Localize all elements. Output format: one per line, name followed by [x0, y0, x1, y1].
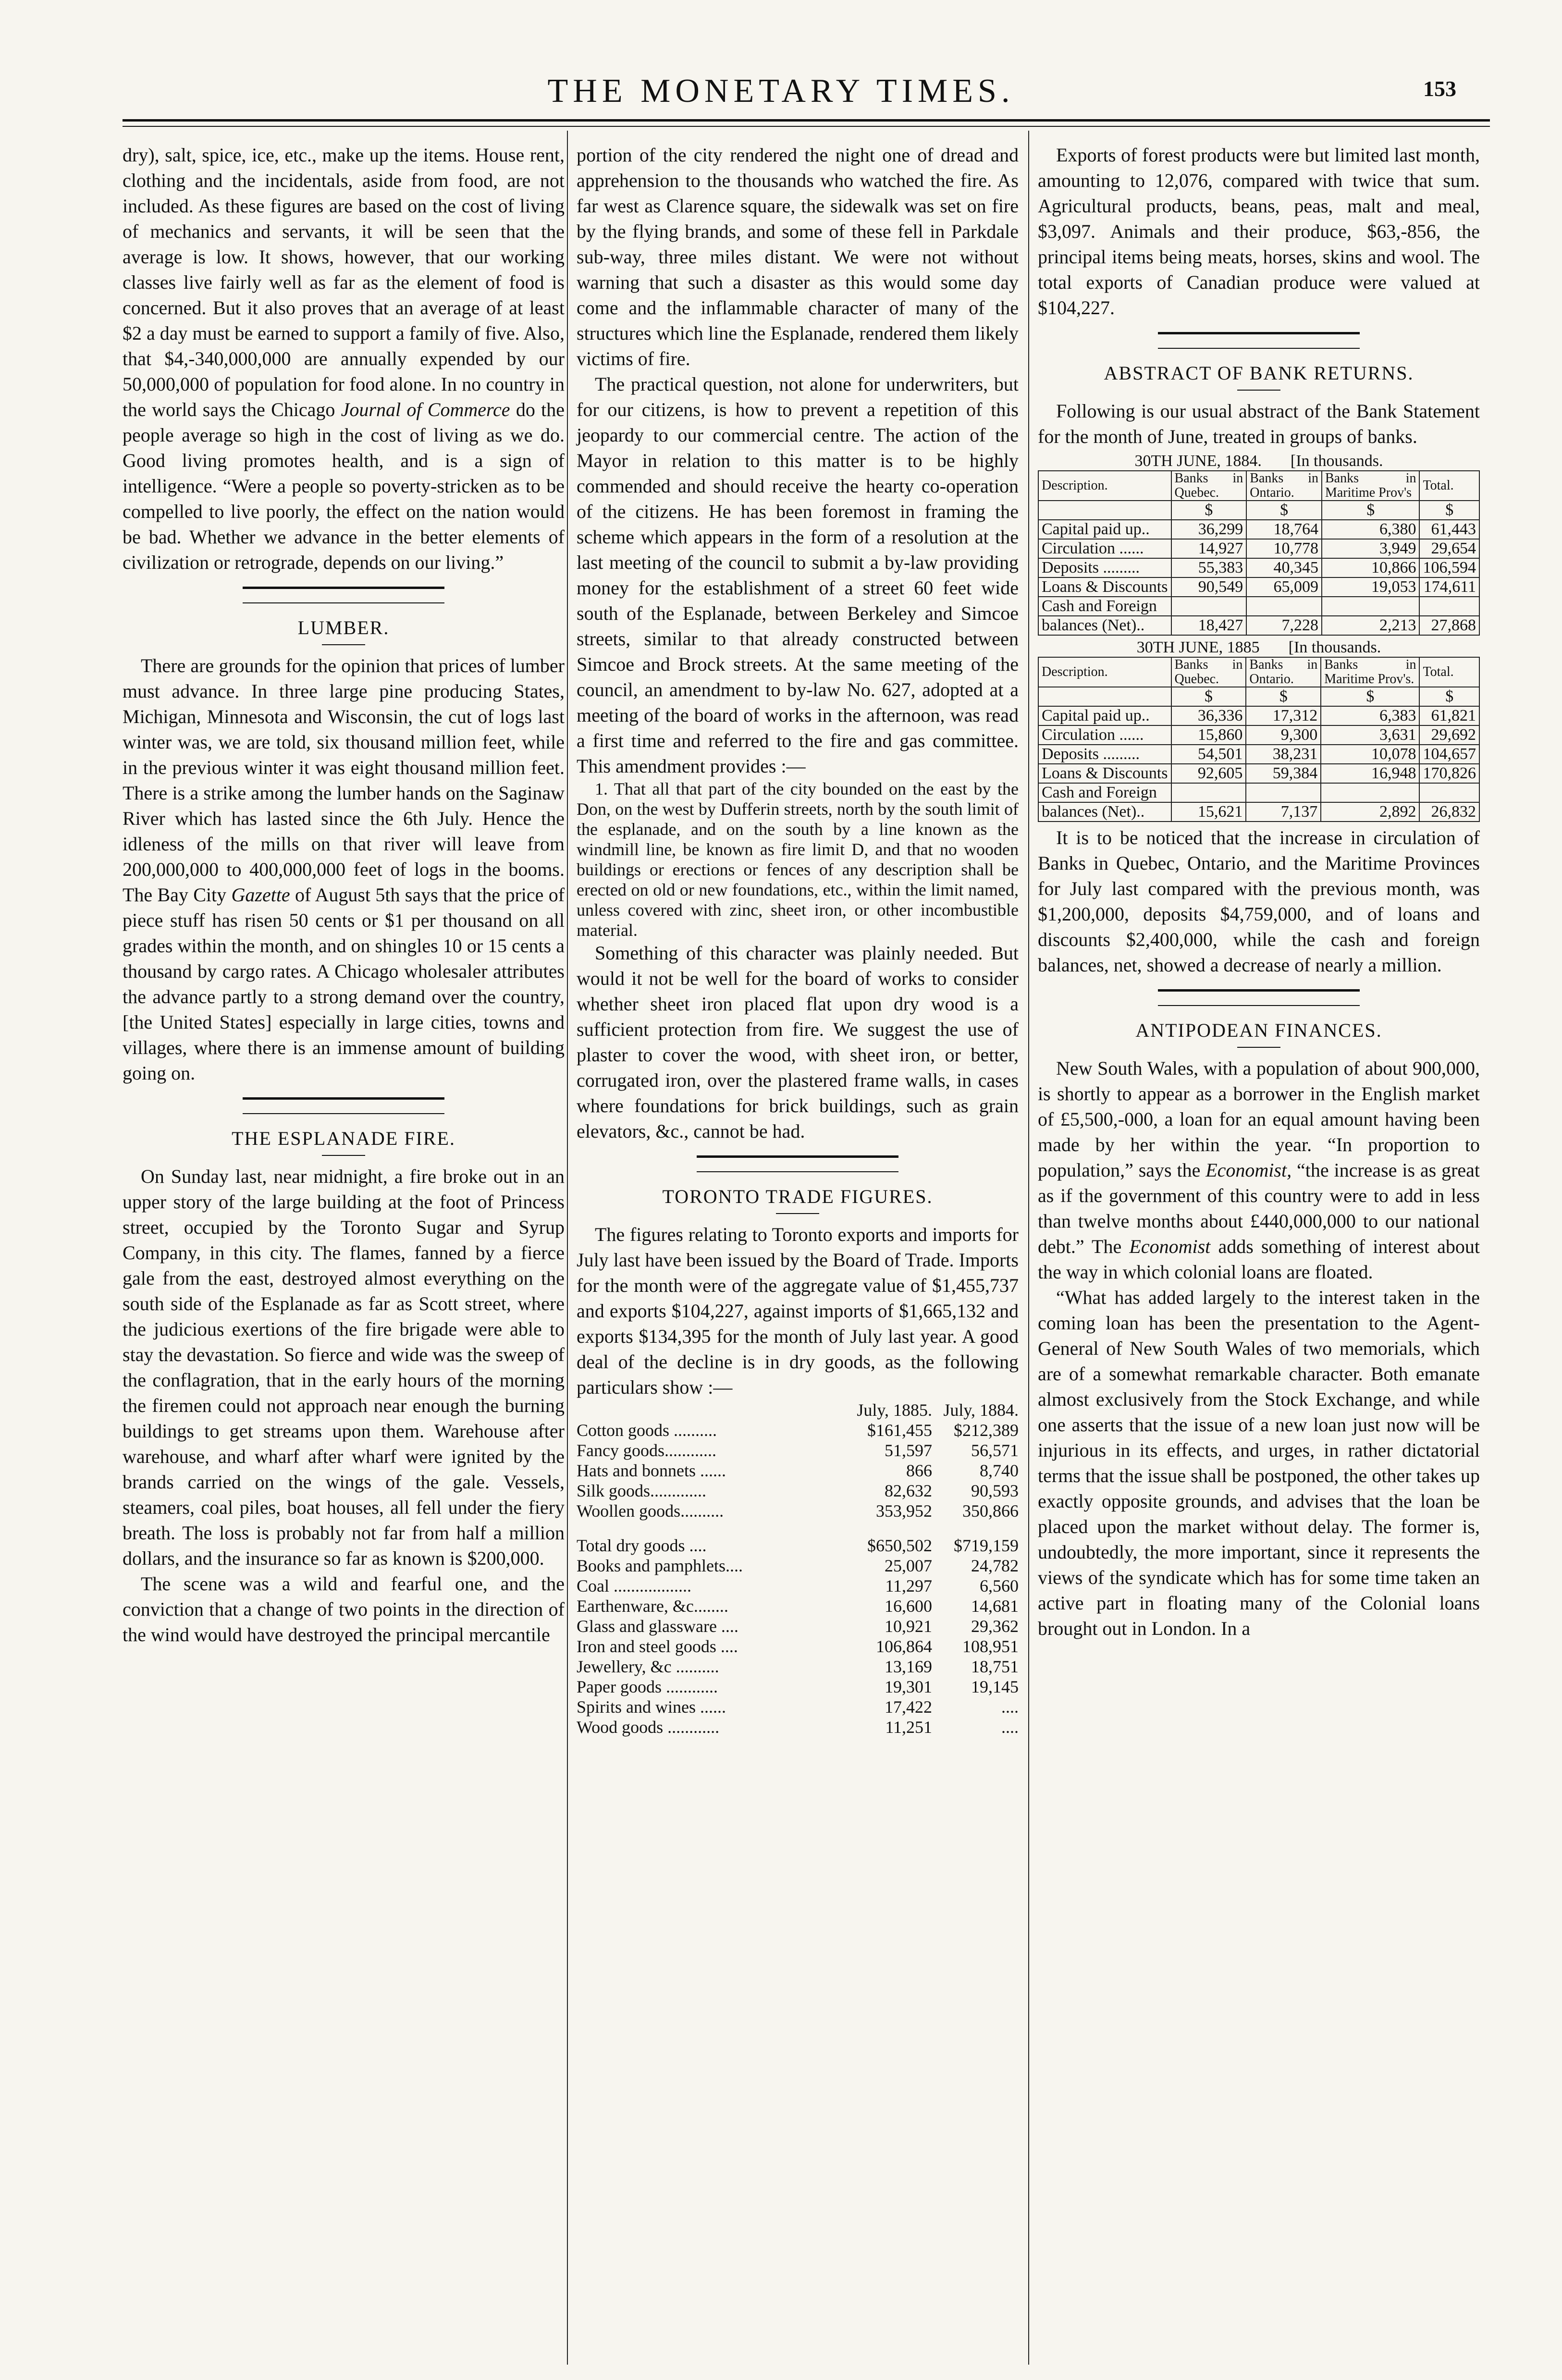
row-label: Paper goods ............: [577, 1677, 718, 1696]
row-label: Total dry goods ....: [577, 1536, 707, 1555]
table-row: [577, 1717, 1019, 1737]
cell-value: 17,422: [885, 1697, 932, 1717]
cell-value: 17,312: [1246, 706, 1321, 725]
table-row: [1038, 745, 1479, 764]
page-number: 153: [1423, 76, 1456, 101]
row-label: Circulation ......: [1038, 725, 1171, 745]
section-heading: THE ESPLANADE FIRE.: [232, 1128, 455, 1149]
masthead-title: THE MONETARY TIMES.: [547, 73, 1015, 110]
cell-value: 13,169: [885, 1657, 932, 1676]
cell-value: 18,427: [1171, 616, 1247, 635]
row-label: Deposits .........: [1038, 745, 1171, 764]
section-rule-thin: [1158, 348, 1360, 349]
cell-value: 26,832: [1419, 802, 1479, 822]
row-label: Silk goods.............: [577, 1481, 707, 1500]
cell-value: 16,600: [885, 1596, 932, 1616]
cell-value: 90,593: [971, 1481, 1019, 1500]
bylaw-clause: 1. That all that part of the city bounded on the east by the Don, on the west by Dufferin streets, north by the south limit of the esplanade, and on the south by a line known as the windmill line, be known as fire limit D, and that no wooden buildings or erections or fences of any description shall be erected on old or new foundations, etc., within the limit named, unless covered with zinc, sheet iron, or other incombustible material.: [577, 779, 1019, 940]
cell-value: 108,951: [962, 1637, 1019, 1656]
row-label: Wood goods ............: [577, 1718, 720, 1737]
cell-value: $161,455: [867, 1421, 932, 1440]
table-row: [1038, 520, 1479, 539]
row-label: Spirits and wines ......: [577, 1697, 726, 1717]
table-row: [1038, 706, 1479, 725]
cell-value: 25,007: [885, 1556, 932, 1575]
publication-name: Gazette: [231, 884, 290, 906]
article-paragraph: [123, 653, 565, 1086]
row-label: Deposits .........: [1038, 558, 1171, 577]
currency-symbol: $: [1322, 501, 1420, 520]
cell-value: 16,948: [1321, 764, 1419, 783]
row-label: balances (Net)..: [1038, 616, 1171, 635]
column-header: Banks in Quebec.: [1171, 471, 1247, 501]
table-row: [1038, 577, 1479, 597]
row-label: Glass and glassware ....: [577, 1617, 738, 1636]
blank-cell: [1038, 501, 1171, 520]
column-header: Total.: [1419, 657, 1479, 687]
currency-symbol: $: [1246, 501, 1322, 520]
currency-row: [1038, 501, 1479, 520]
cell-value: 90,549: [1171, 577, 1247, 597]
cell-value: [1246, 597, 1322, 616]
column-2: [577, 142, 1019, 1737]
row-label: balances (Net)..: [1038, 802, 1171, 822]
cell-value: 61,821: [1419, 706, 1479, 725]
column-divider: [567, 131, 568, 2365]
cell-value: 14,927: [1171, 539, 1247, 558]
cell-value: 40,345: [1246, 558, 1322, 577]
publication-name: Journal of Commerce: [341, 399, 510, 420]
cell-value: 55,383: [1171, 558, 1247, 577]
column-header: July, 1885.: [857, 1400, 932, 1420]
table-row: [1038, 802, 1479, 822]
cell-value: 54,501: [1171, 745, 1246, 764]
table-caption-row: [1038, 452, 1479, 471]
row-label: Iron and steel goods ....: [577, 1637, 738, 1656]
bank-returns-tables: [1038, 452, 1480, 822]
cell-value: [1171, 783, 1246, 802]
section-rule-thin: [243, 1113, 444, 1114]
cell-value: 38,231: [1246, 745, 1321, 764]
row-label: Woollen goods..........: [577, 1501, 724, 1521]
cell-value: 82,632: [885, 1481, 932, 1500]
column-header: Banks in Ontario.: [1246, 471, 1322, 501]
bank-returns-table: [1038, 452, 1480, 636]
section-rule: [697, 1155, 898, 1158]
table-row: [1038, 783, 1479, 802]
table-row: [1038, 558, 1479, 577]
column-header: Total.: [1419, 471, 1479, 501]
table-unit: [In thousands.: [1290, 452, 1383, 470]
table-header-row: [577, 1400, 1019, 1420]
cell-value: [1321, 783, 1419, 802]
cell-value: 10,866: [1322, 558, 1420, 577]
column-header: Description.: [1038, 471, 1171, 501]
publication-name: Economist,: [1205, 1159, 1292, 1181]
row-label: Cash and Foreign: [1038, 783, 1171, 802]
table-row: [577, 1420, 1019, 1440]
cell-value: 8,740: [980, 1461, 1019, 1480]
column-1: [123, 142, 565, 1647]
cell-value: 6,383: [1321, 706, 1419, 725]
paragraph-text: adds something of interest about the way in which colonial loans are floated.: [1038, 1236, 1480, 1283]
table-row: [577, 1656, 1019, 1677]
cell-value: 866: [906, 1461, 932, 1480]
column-3: [1038, 142, 1480, 1641]
cell-value: 11,297: [885, 1576, 932, 1595]
row-label: Capital paid up..: [1038, 520, 1171, 539]
table-caption: [1038, 638, 1479, 657]
table-row: [577, 1596, 1019, 1616]
cell-value: 6,560: [980, 1576, 1019, 1595]
cell-value: 56,571: [971, 1441, 1019, 1460]
cell-value: 36,336: [1171, 706, 1246, 725]
blank-cell: [1038, 687, 1171, 706]
cell-value: 10,921: [885, 1617, 932, 1636]
currency-row: [1038, 687, 1479, 706]
cell-value: 15,621: [1171, 802, 1246, 822]
heading-rule: [1237, 390, 1280, 391]
table-date: 30TH JUNE, 1885: [1136, 638, 1260, 656]
cell-value: $212,389: [954, 1421, 1019, 1440]
cell-value: 3,949: [1322, 539, 1420, 558]
column-header: Banks in Maritime Prov's: [1322, 471, 1420, 501]
row-label: Fancy goods............: [577, 1441, 716, 1460]
currency-symbol: $: [1419, 501, 1479, 520]
table-row: [577, 1521, 1019, 1556]
article-paragraph: portion of the city rendered the night one of dread and apprehension to the thousands who watched the fire. As far west as Clarence square, the sidewalk was set on fire by the flying brands, and some of these fell in Parkdale sub-way, three miles distant. We were not without warning that such a disaster as this would some day come and the inflammable character of many of the structures which line the Esplanade, rendered them likely victims of fire.: [577, 144, 1019, 369]
cell-value: $719,159: [954, 1536, 1019, 1555]
table-row: [577, 1460, 1019, 1481]
table-unit: [In thousands.: [1288, 638, 1381, 656]
header-rule-thin: [123, 126, 1490, 127]
table-row: [577, 1576, 1019, 1596]
cell-value: 7,137: [1246, 802, 1321, 822]
article-paragraph: Following is our usual abstract of the Bank Statement for the month of June, treated in groups of banks.: [1038, 400, 1480, 447]
column-header: Description.: [1038, 657, 1171, 687]
heading-rule: [322, 644, 365, 645]
paragraph-text: New South Wales, with a population of about 900,000, is shortly to appear as a borrower in the English market of £5,500,-000, a loan for an equal amount having been made by her within the year. “In proportion to population,” says the: [1038, 1057, 1480, 1181]
article-paragraph: “What has added largely to the interest taken in the coming loan has been the presentation to the Agent-General of New South Wales of two memorials, which are of a somewhat remarkable character. Both emanate almost exclusively from the Stock Exchange, and while one asserts that the issue of a new loan just now will be injurious in its effects, and urges, in rather dictatorial terms that the issue shall be postponed, the other takes up exactly opposite grounds, and advises that the loan be placed upon the market without delay. The former is, undoubtedly, the more important, since it represents the views of the syndicate which has for some time taken an active part in floating many of the Colonial loans brought out in London. In a: [1038, 1287, 1480, 1639]
currency-symbol: $: [1321, 687, 1419, 706]
cell-value: 19,301: [885, 1677, 932, 1696]
header-rule: [123, 119, 1490, 122]
section-heading: ANTIPODEAN FINANCES.: [1135, 1019, 1382, 1041]
table-row: [1038, 725, 1479, 745]
paragraph-text: “the increase is as great as if the government of this country were to add in less than twelve months about £440,000,000 to our national debt.” The: [1038, 1159, 1480, 1257]
cell-value: 15,860: [1171, 725, 1246, 745]
cell-value: 106,864: [876, 1637, 932, 1656]
table-row: [1038, 764, 1479, 783]
table-row: [1038, 616, 1479, 635]
cell-value: 104,657: [1419, 745, 1479, 764]
section-rule: [243, 587, 444, 589]
currency-symbol: $: [1246, 687, 1321, 706]
heading-rule: [1237, 1047, 1280, 1048]
cell-value: [1419, 597, 1479, 616]
cell-value: 350,866: [962, 1501, 1019, 1521]
column-header: Banks in Ontario.: [1246, 657, 1321, 687]
cell-value: 51,597: [885, 1441, 932, 1460]
table-row: [577, 1501, 1019, 1521]
table-row: [577, 1440, 1019, 1460]
cell-value: [1246, 783, 1321, 802]
cell-value: 29,692: [1419, 725, 1479, 745]
row-label: Books and pamphlets....: [577, 1556, 743, 1575]
row-label: Coal ..................: [577, 1576, 691, 1595]
article-paragraph: It is to be noticed that the increase in circulation of Banks in Quebec, Ontario, and the Maritime Provinces for July last compared with the previous month, was $1,200,000, deposits $4,759,000, and of loans and discounts $2,400,000, while the cash and foreign balances, net, showed a decrease of nearly a million.: [1038, 827, 1480, 976]
section-rule: [1158, 332, 1360, 334]
table-row: [577, 1556, 1019, 1576]
article-paragraph: The figures relating to Toronto exports and imports for July last have been issued by the Board of Trade. Imports for the month were of the aggregate value of $1,455,737 and exports $104,227, against imports of $1,665,132 and exports $134,395 for the month of July last year. A good deal of the decline is in dry goods, as the following particulars show :—: [577, 1224, 1019, 1398]
cell-value: 29,654: [1419, 539, 1479, 558]
cell-value: 2,892: [1321, 802, 1419, 822]
section-rule-thin: [243, 602, 444, 603]
cell-value: 174,611: [1419, 577, 1479, 597]
cell-value: 18,764: [1246, 520, 1322, 539]
section-rule: [243, 1097, 444, 1100]
heading-rule: [322, 1155, 365, 1156]
currency-symbol: $: [1419, 687, 1479, 706]
currency-symbol: $: [1171, 687, 1246, 706]
cell-value: 29,362: [971, 1617, 1019, 1636]
cell-value: 106,594: [1419, 558, 1479, 577]
cell-value: ....: [1001, 1697, 1019, 1717]
cell-value: 65,009: [1246, 577, 1322, 597]
table-row: [577, 1481, 1019, 1501]
column-header: July, 1884.: [943, 1400, 1019, 1420]
row-label: Loans & Discounts: [1038, 577, 1171, 597]
cell-value: 353,952: [876, 1501, 932, 1521]
table-row: [1038, 539, 1479, 558]
article-paragraph: [1038, 1055, 1480, 1285]
article-paragraph: Exports of forest products were but limited last month, amounting to 12,076, compared with twice that sum. Agricultural products, beans, peas, malt and meal, $3,097. Animals and their produce, $63,-856, the principal items being meats, horses, skins and wool. The total exports of Canadian produce were valued at $104,227.: [1038, 144, 1480, 319]
section-heading: ABSTRACT OF BANK RETURNS.: [1104, 362, 1414, 384]
cell-value: 9,300: [1246, 725, 1321, 745]
article-paragraph: The scene was a wild and fearful one, and the conviction that a change of two points in the direction of the wind would have destroyed the principal mercantile: [123, 1573, 565, 1645]
cell-value: 36,299: [1171, 520, 1247, 539]
article-paragraph: [123, 142, 565, 575]
cell-value: 11,251: [885, 1718, 932, 1737]
row-label: Jewellery, &c ..........: [577, 1657, 719, 1676]
cell-value: 19,053: [1322, 577, 1420, 597]
paragraph-text: There are grounds for the opinion that prices of lumber must advance. In three large pine producing States, Michigan, Minnesota and Wisconsin, the cut of logs last winter was, we are told, six thousand million feet, while in the previous winter it was eight thousand million feet. There is a strike among the lumber hands on the Saginaw River which has lasted since the 6th July. Hence the idleness of the mills on that river will leave from 200,000,000 to 400,000,000 feet of logs in the booms. The Bay City: [123, 655, 565, 906]
row-label: Cotton goods ..........: [577, 1421, 717, 1440]
table-row: [1038, 597, 1479, 616]
cell-value: 18,751: [971, 1657, 1019, 1676]
table-header-row: [1038, 657, 1479, 687]
table-date: 30TH JUNE, 1884.: [1134, 452, 1262, 470]
cell-value: 2,213: [1322, 616, 1420, 635]
currency-symbol: $: [1171, 501, 1247, 520]
trade-figures-table: [577, 1400, 1019, 1737]
cell-value: 170,826: [1419, 764, 1479, 783]
section-rule-thin: [697, 1171, 898, 1172]
row-label: Loans & Discounts: [1038, 764, 1171, 783]
table-caption-row: [1038, 638, 1479, 657]
table-caption: [1038, 452, 1479, 471]
cell-value: 92,605: [1171, 764, 1246, 783]
heading-rule: [776, 1213, 819, 1214]
table-row: [577, 1636, 1019, 1656]
table-row: [577, 1697, 1019, 1717]
article-paragraph: On Sunday last, near midnight, a fire broke out in an upper story of the large building at the foot of Princess street, occupied by the Toronto Sugar and Syrup Company, in this city. The flames, fanned by a fierce gale from the east, destroyed almost everything on the south side of the Esplanade as far as Scott street, where the judicious exertions of the fire brigade were able to stay the devastation. So fierce and wide was the sweep of the conflagration, that in the early hours of the morning the firemen could not approach near enough the burning buildings to get streams upon them. Warehouse after warehouse, and wharf after wharf were ignited by the brands carried on the wings of the gale. Vessels, steamers, coal piles, boat houses, all fell under the fiery breath. The loss is probably not far from half a million dollars, and the insurance so far as known is $200,000.: [123, 1165, 565, 1569]
cell-value: 6,380: [1322, 520, 1420, 539]
row-label: Circulation ......: [1038, 539, 1171, 558]
table-row: [577, 1616, 1019, 1636]
column-header: Banks in Quebec.: [1171, 657, 1246, 687]
cell-value: 19,145: [971, 1677, 1019, 1696]
row-label: Earthenware, &c........: [577, 1596, 728, 1616]
section-rule-thin: [1158, 1005, 1360, 1006]
cell-value: [1171, 597, 1247, 616]
paragraph-text: dry), salt, spice, ice, etc., make up the items. House rent, clothing and the incidentals, aside from food, are not included. As these figures are based on the cost of living of mechanics and servants, it will be seen that the average is low. It shows, however, that our working classes live fairly well as far as the element of food is concerned. But it also proves that an average of at least $2 a day must be earned to support a family of five. Also, that $4,-340,000,000 are annually expended by our 50,000,000 of population for food alone. In no country in the world says the Chicago: [123, 144, 565, 420]
cell-value: 59,384: [1246, 764, 1321, 783]
section-rule: [1158, 989, 1360, 992]
cell-value: ....: [1001, 1718, 1019, 1737]
cell-value: 3,631: [1321, 725, 1419, 745]
table-header-row: [1038, 471, 1479, 501]
cell-value: 7,228: [1246, 616, 1322, 635]
cell-value: 27,868: [1419, 616, 1479, 635]
article-paragraph: The practical question, not alone for underwriters, but for our citizens, is how to prevent a repetition of this jeopardy to our commercial centre. The action of the Mayor in relation to this matter is to be highly commended and should receive the hearty co-operation of the citizens. He has been foremost in framing the scheme which appears in the form of a resolution at the last meeting of the council to submit a by-law providing money for the establishment of a street 60 feet wide south of the Esplanade, between Berkeley and Simcoe streets, similar to that already constructed between Simcoe and Brock streets. At the same meeting of the council, an amendment to by-law No. 627, adopted at a meeting of the board of works in the afternoon, was read a first time and referred to the fire and gas committee. This amendment provides :—: [577, 373, 1019, 777]
cell-value: 14,681: [971, 1596, 1019, 1616]
cell-value: $650,502: [867, 1536, 932, 1555]
row-label: Cash and Foreign: [1038, 597, 1171, 616]
cell-value: 24,782: [971, 1556, 1019, 1575]
article-paragraph: Something of this character was plainly needed. But would it not be well for the board of works to consider whether sheet iron placed flat upon dry wood is a sufficient protection from fire. We suggest the use of plaster to cover the wood, with sheet iron, or better, corrugated iron, over the plastered frame walls, in cases where foundations for brick buildings, such as grain elevators, &c., cannot be had.: [577, 942, 1019, 1142]
publication-name: Economist: [1129, 1236, 1211, 1257]
cell-value: 61,443: [1419, 520, 1479, 539]
cell-value: [1419, 783, 1479, 802]
section-heading: TORONTO TRADE FIGURES.: [662, 1186, 933, 1207]
row-label: Hats and bonnets ......: [577, 1461, 726, 1480]
cell-value: 10,778: [1246, 539, 1322, 558]
table-row: [577, 1677, 1019, 1697]
paragraph-text: of August 5th says that the price of piece stuff has risen 50 cents or $1 per thousand on all grades within the month, and on shingles 10 or 15 cents a thousand by cargo rates. A Chicago wholesaler attributes the advance partly to a strong demand over the country, [the United States] especially in large cities, towns and villages, where there is an immense amount of building going on.: [123, 884, 565, 1084]
cell-value: [1322, 597, 1420, 616]
paragraph-text: do the people average so high in the cost of living as we do. Good living promotes health, and is a sign of intelligence. “Were a people so poverty-stricken as to be compelled to live poorly, the effect on the nation would be bad. Whether we advance in the better elements of civilization or retrograde, depends on our living.”: [123, 399, 565, 573]
column-divider: [1028, 131, 1029, 2365]
row-label: Capital paid up..: [1038, 706, 1171, 725]
column-header: Banks in Maritime Prov's.: [1321, 657, 1419, 687]
section-heading: LUMBER.: [297, 617, 390, 638]
cell-value: 10,078: [1321, 745, 1419, 764]
bank-returns-table: [1038, 638, 1480, 822]
